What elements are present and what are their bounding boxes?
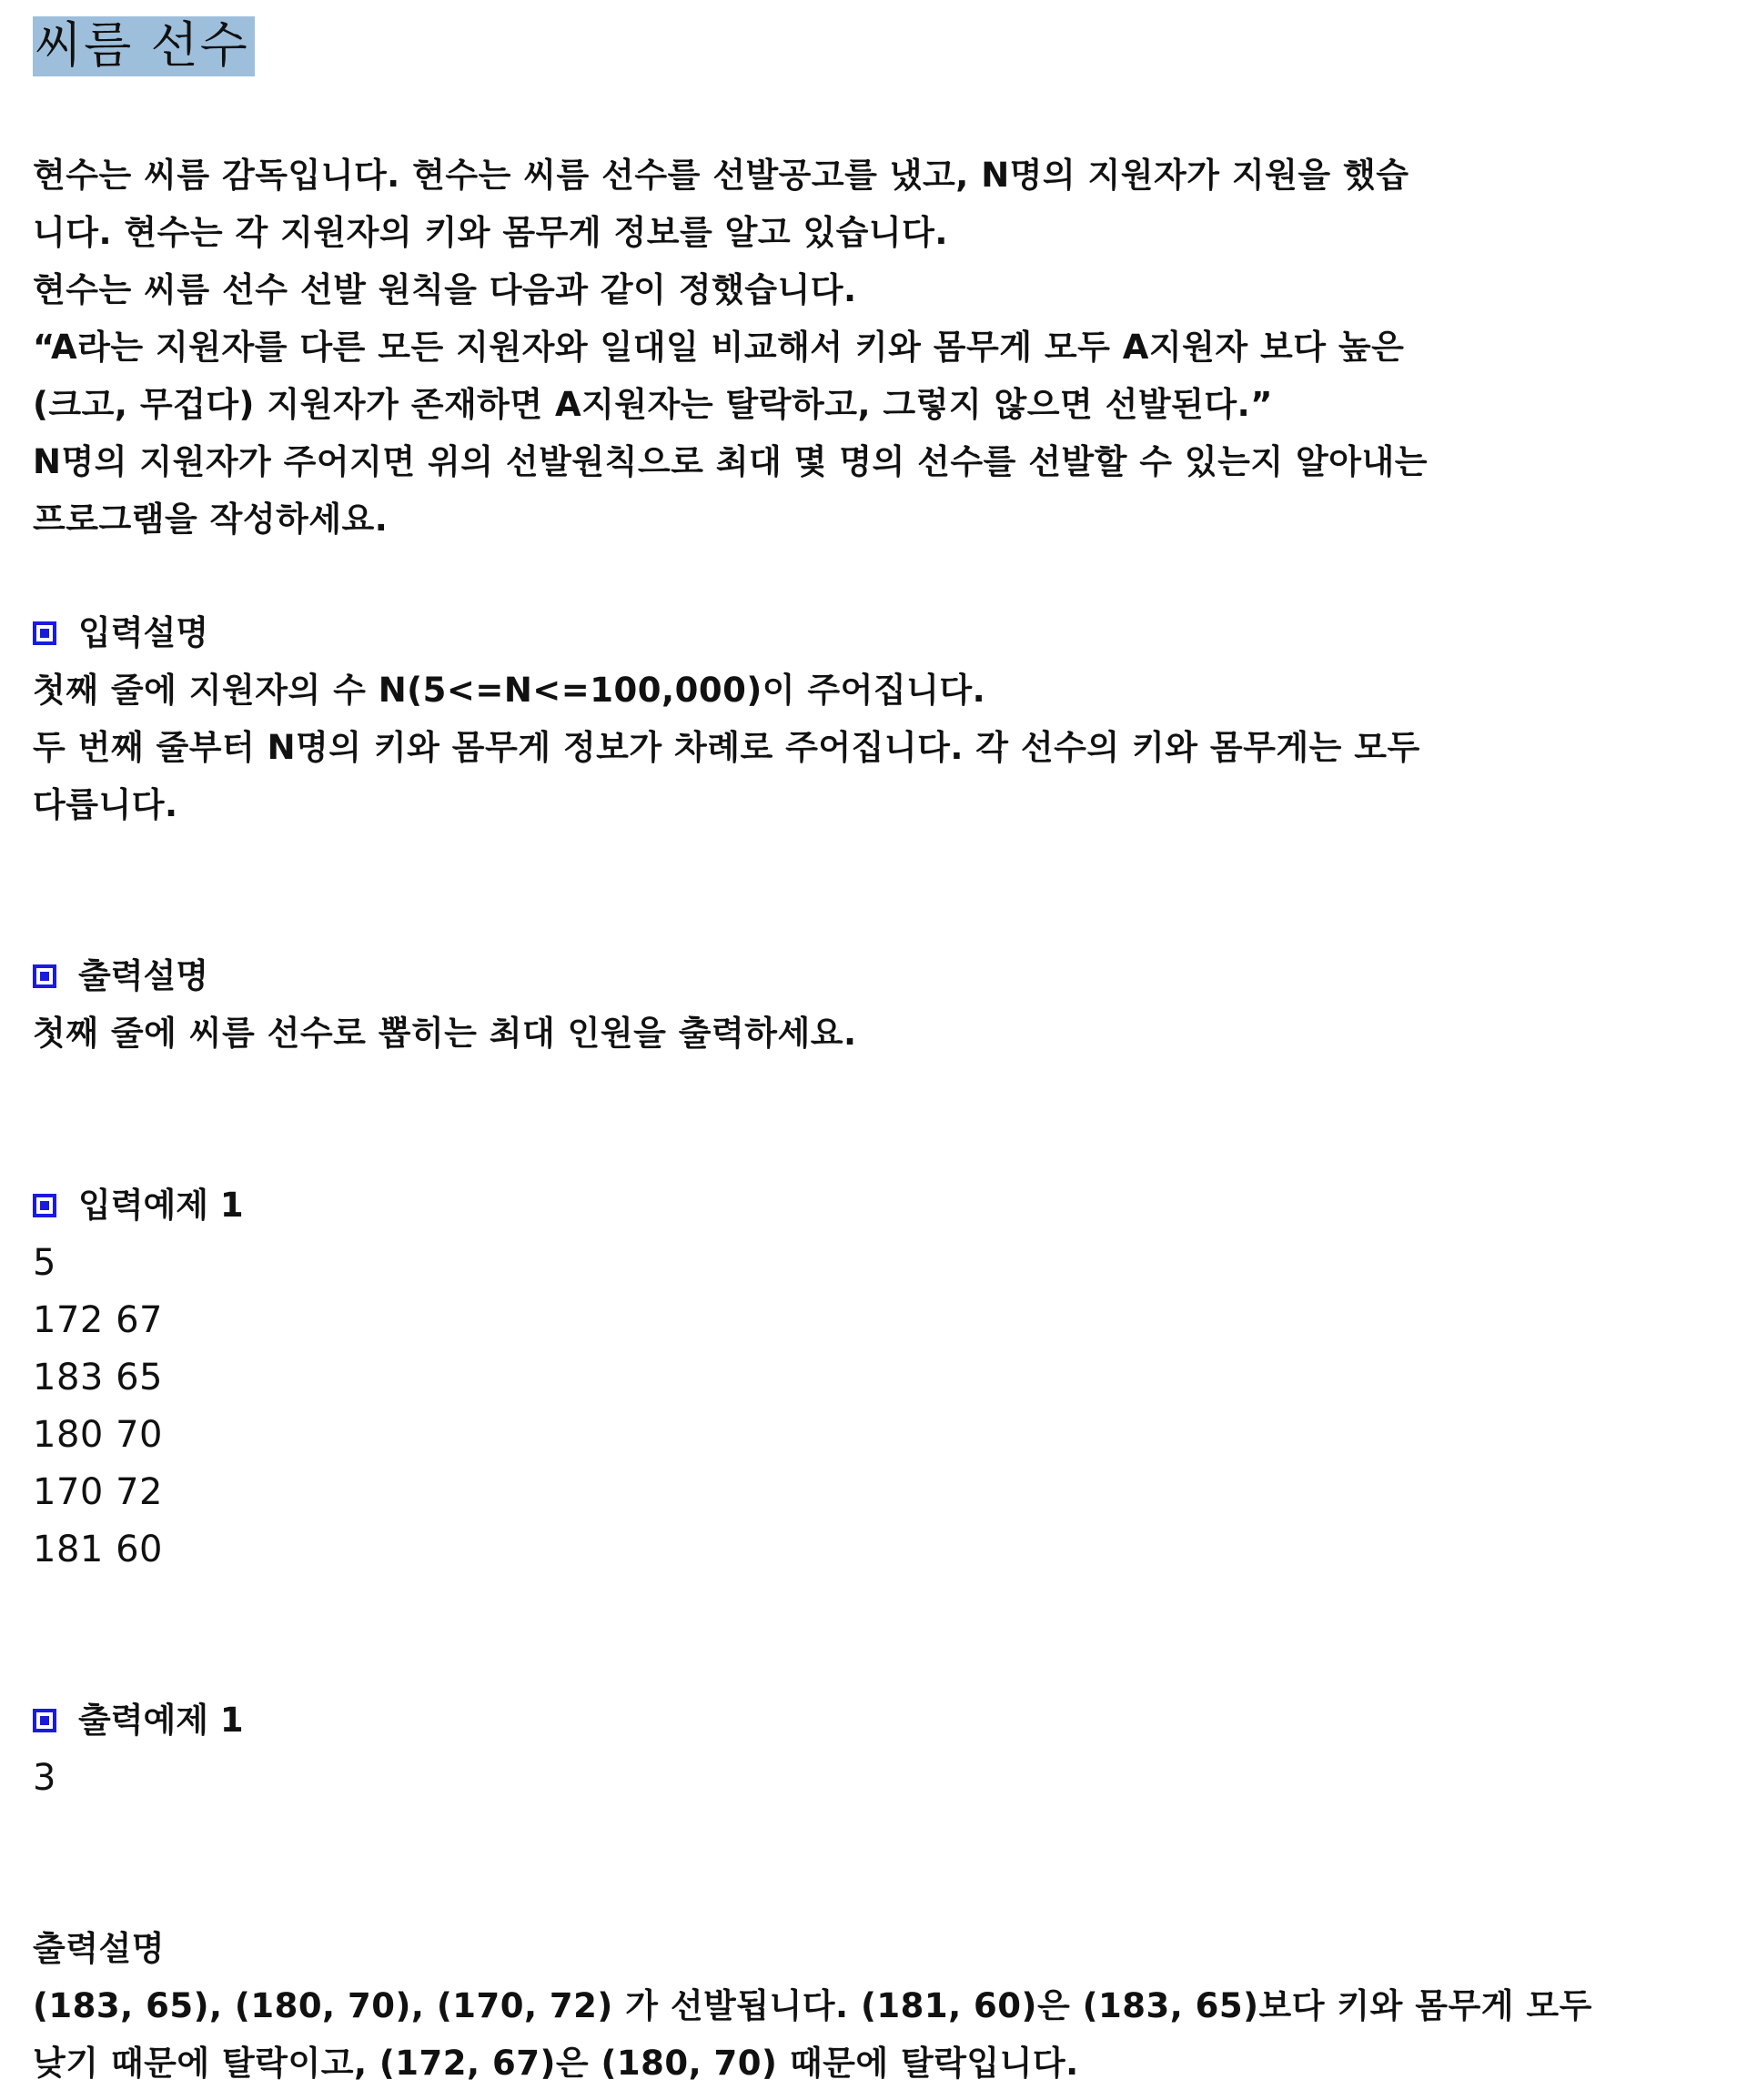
intro-line: 니다. 현수는 각 지원자의 키와 몸무게 정보를 알고 있습니다. xyxy=(33,213,948,252)
input-example-line: 180 70 xyxy=(33,1414,163,1456)
output-example-line: 3 xyxy=(33,1757,56,1799)
intro-line: N명의 지원자가 주어지면 위의 선발원칙으로 최대 몇 명의 선수를 선발할 수 있는지 알아내는 xyxy=(33,442,1428,481)
input-example-heading-label: 입력예제 1 xyxy=(78,1186,244,1225)
square-bullet-icon xyxy=(33,621,56,645)
input-description-heading xyxy=(33,611,208,656)
output-description-heading-label: 출력설명 xyxy=(78,956,208,995)
square-bullet-icon xyxy=(33,1709,56,1732)
input-example-line: 5 xyxy=(33,1242,56,1284)
intro-line: 현수는 씨름 감독입니다. 현수는 씨름 선수를 선발공고를 냈고, N명의 지원자가 지원을 했습 xyxy=(33,156,1409,195)
input-description-line: 첫째 줄에 지원자의 수 N(5<=N<=100,000)이 주어집니다. xyxy=(33,671,986,710)
input-example-line: 183 65 xyxy=(33,1357,163,1398)
input-description-line: 두 번째 줄부터 N명의 키와 몸무게 정보가 차례로 주어집니다. 각 선수의 키와 몸무게는 모두 xyxy=(33,728,1420,767)
output-example-heading xyxy=(33,1698,244,1743)
output-example-heading-label: 출력예제 1 xyxy=(78,1701,244,1740)
input-description-heading-label: 입력설명 xyxy=(78,613,208,652)
output-description-heading xyxy=(33,954,208,999)
output-description-line: 첫째 줄에 씨름 선수로 뽑히는 최대 인원을 출력하세요. xyxy=(33,1014,857,1053)
input-example-line: 172 67 xyxy=(33,1299,163,1341)
explanation-line: 낮기 때문에 탈락이고, (172, 67)은 (180, 70) 때문에 탈락입니다. xyxy=(33,2044,1079,2083)
input-example-line: 181 60 xyxy=(33,1529,163,1570)
square-bullet-icon xyxy=(33,964,56,988)
intro-line: 프로그램을 작성하세요. xyxy=(33,500,389,539)
input-example-line: 170 72 xyxy=(33,1471,163,1513)
explanation-line: (183, 65), (180, 70), (170, 72) 가 선발됩니다. (181, 60)은 (183, 65)보다 키와 몸무게 모두 xyxy=(33,1986,1592,2025)
problem-title: 씨름 선수 xyxy=(33,16,255,76)
input-example-heading xyxy=(33,1183,244,1228)
intro-line: 현수는 씨름 선수 선발 원칙을 다음과 같이 정했습니다. xyxy=(33,270,857,309)
explanation-heading: 출력설명 xyxy=(33,1929,165,1968)
input-description-line: 다릅니다. xyxy=(33,785,178,824)
square-bullet-icon xyxy=(33,1194,56,1217)
intro-line: “A라는 지원자를 다른 모든 지원자와 일대일 비교해서 키와 몸무게 모두 A지원자 보다 높은 xyxy=(33,328,1405,367)
intro-line: (크고, 무겁다) 지원자가 존재하면 A지원자는 탈락하고, 그렇지 않으면 선발된다.” xyxy=(33,385,1273,424)
